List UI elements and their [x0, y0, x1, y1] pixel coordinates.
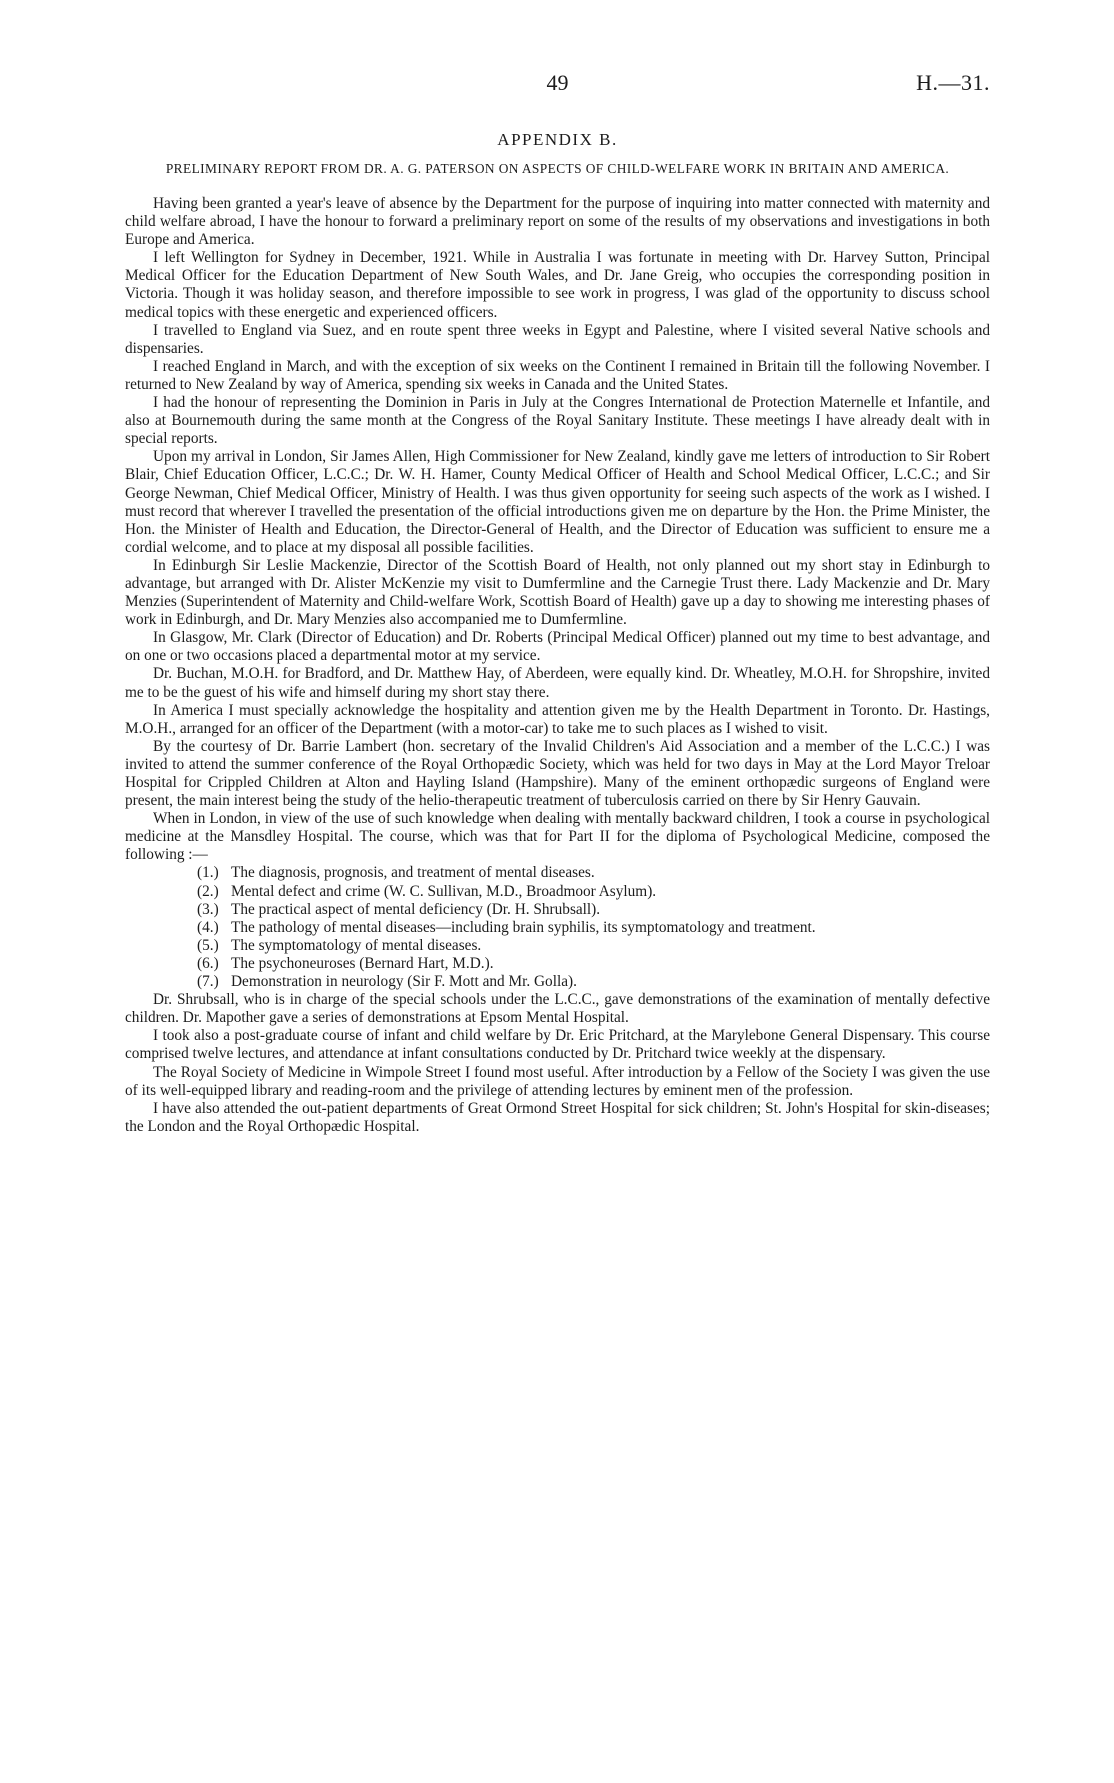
list-item-number: (7.): [197, 973, 219, 991]
report-title: PRELIMINARY REPORT FROM DR. A. G. PATERSON ON ASPECTS OF CHILD-WELFARE WORK IN BRITAIN AND AMERICA.: [165, 161, 950, 176]
list-item: [197, 937, 990, 955]
list-item-number: (6.): [197, 954, 219, 972]
paragraph: Having been granted a year's leave of absence by the Department for the purpose of inquiring into matter connected with maternity and child welfare abroad, I have the honour to forward a preliminary report on some of the results of my observations and investigations in both Europe and America.: [125, 195, 990, 249]
page-header: [125, 70, 990, 110]
list-item-text: The pathology of mental diseases—including brain syphilis, its symptomatology and treatment.: [231, 918, 816, 936]
paragraph: In Glasgow, Mr. Clark (Director of Education) and Dr. Roberts (Principal Medical Officer) planned out my time to best advantage, and on one or two occasions placed a departmental motor at my service.: [125, 629, 990, 665]
list-item: [197, 864, 990, 882]
list-item: [197, 883, 990, 901]
paragraph: Dr. Shrubsall, who is in charge of the special schools under the L.C.C., gave demonstrations of the examination of mentally defective children. Dr. Mapother gave a series of demonstrations at Epsom Mental Hospital.: [125, 991, 990, 1027]
list-item: [197, 955, 990, 973]
appendix-title: APPENDIX B.: [497, 130, 618, 149]
list-item-text: The symptomatology of mental diseases.: [231, 936, 482, 954]
paragraph: In America I must specially acknowledge the hospitality and attention given me by the Health Department in Toronto. Dr. Hastings, M.O.H., arranged for an officer of the Department (with a motor-car) to take me to such places as I wished to visit.: [125, 701, 990, 737]
paragraph: I have also attended the out-patient departments of Great Ormond Street Hospital for sick children; St. John's Hospital for skin-diseases; the London and the Royal Orthopædic Hospital.: [125, 1099, 990, 1135]
list-item: [197, 901, 990, 919]
list-item-number: (5.): [197, 936, 219, 954]
list-item-text: The psychoneuroses (Bernard Hart, M.D.).: [231, 954, 494, 972]
paragraph: I left Wellington for Sydney in December, 1921. While in Australia I was fortunate in meeting with Dr. Harvey Sutton, Principal Medical Officer for the Education Department of New South Wales, and Dr. Jane Greig, who occupies the corresponding position in Victoria. Though it was holiday season, and therefore impossible to see work in progress, I was glad of the opportunity to discuss school medical topics with these energetic and experienced officers.: [125, 249, 990, 321]
list-item: [197, 973, 990, 991]
paragraph: By the courtesy of Dr. Barrie Lambert (hon. secretary of the Invalid Children's Aid Association and a member of the L.C.C.) I was invited to attend the summer conference of the Royal Orthopædic Society, which was held for two days in May at the Lord Mayor Treloar Hospital for Crippled Children at Alton and Hayling Island (Hampshire). Many of the eminent orthopædic surgeons of England were present, the main interest being the study of the helio-therapeutic treatment of tuberculosis carried on there by Sir Henry Gauvain.: [125, 737, 990, 810]
paragraph: I took also a post-graduate course of infant and child welfare by Dr. Eric Pritchard, at the Marylebone General Dispensary. This course comprised twelve lectures, and attendance at infant consultations conducted by Dr. Pritchard twice weekly at the dispensary.: [125, 1027, 990, 1063]
list-item-text: The diagnosis, prognosis, and treatment of mental diseases.: [231, 864, 595, 882]
paragraph: I had the honour of representing the Dominion in Paris in July at the Congres International de Protection Maternelle et Infantile, and also at Bournemouth during the same month at the Congress of the Royal Sanitary Institute. These meetings I have already dealt with in special reports.: [125, 394, 990, 448]
list-item-text: Mental defect and crime (W. C. Sullivan, M.D., Broadmoor Asylum).: [231, 882, 657, 900]
paragraph: Upon my arrival in London, Sir James Allen, High Commissioner for New Zealand, kindly gave me letters of introduction to Sir Robert Blair, Chief Education Officer, L.C.C.; Dr. W. H. Hamer, County Medical Officer of Health and School Medical Officer, L.C.C.; and Sir George Newman, Chief Medical Officer, Ministry of Health. I was thus given opportunity for seeing such aspects of the work as I wished. I must record that wherever I travelled the presentation of the official introductions given me on departure by the Hon. the Prime Minister, the Hon. the Minister of Health and Education, the Director-General of Health, and the Director of Education was sufficient to ensure me a cordial welcome, and to place at my disposal all possible facilities.: [125, 448, 990, 556]
list-item-number: (3.): [197, 900, 219, 918]
paragraph: In Edinburgh Sir Leslie Mackenzie, Director of the Scottish Board of Health, not only planned out my short stay in Edinburgh to advantage, but arranged with Dr. Alister McKenzie my visit to Dumfermline and the Carnegie Trust there. Lady Mackenzie and Dr. Mary Menzies (Superintendent of Maternity and Child-welfare Work, Scottish Board of Health) gave up a day to showing me interesting phases of work in Edinburgh, and Dr. Mary Menzies also accompanied me to Dumfermline.: [125, 556, 990, 629]
paragraph: When in London, in view of the use of such knowledge when dealing with mentally backward children, I took a course in psychological medicine at the Mansdley Hospital. The course, which was that for Part II for the diploma of Psychological Medicine, composed the following :—: [125, 810, 990, 864]
list-item-number: (2.): [197, 882, 219, 900]
paper-reference: H.—31.: [916, 70, 990, 95]
paragraph: Dr. Buchan, M.O.H. for Bradford, and Dr. Matthew Hay, of Aberdeen, were equally kind. Dr. Wheatley, M.O.H. for Shropshire, invited me to be the guest of his wife and himself during my short stay there.: [125, 665, 990, 701]
paragraph: I reached England in March, and with the exception of six weeks on the Continent I remained in Britain till the following November. I returned to New Zealand by way of America, spending six weeks in Canada and the United States.: [125, 357, 990, 393]
paragraph: I travelled to England via Suez, and en route spent three weeks in Egypt and Palestine, where I visited several Native schools and dispensaries.: [125, 321, 990, 357]
list-item: [197, 919, 990, 937]
list-item-number: (1.): [197, 864, 219, 882]
paragraph: The Royal Society of Medicine in Wimpole Street I found most useful. After introduction by a Fellow of the Society I was given the use of its well-equipped library and reading-room and the privilege of attending lectures by eminent men of the profession.: [125, 1063, 990, 1099]
document-page: [125, 70, 990, 1136]
report-body: [125, 195, 990, 1136]
list-item-text: Demonstration in neurology (Sir F. Mott and Mr. Golla).: [231, 973, 577, 991]
page-number: 49: [546, 70, 569, 95]
list-item-text: The practical aspect of mental deficiency (Dr. H. Shrubsall).: [231, 900, 601, 918]
list-item-number: (4.): [197, 918, 219, 936]
course-list: [197, 864, 990, 991]
